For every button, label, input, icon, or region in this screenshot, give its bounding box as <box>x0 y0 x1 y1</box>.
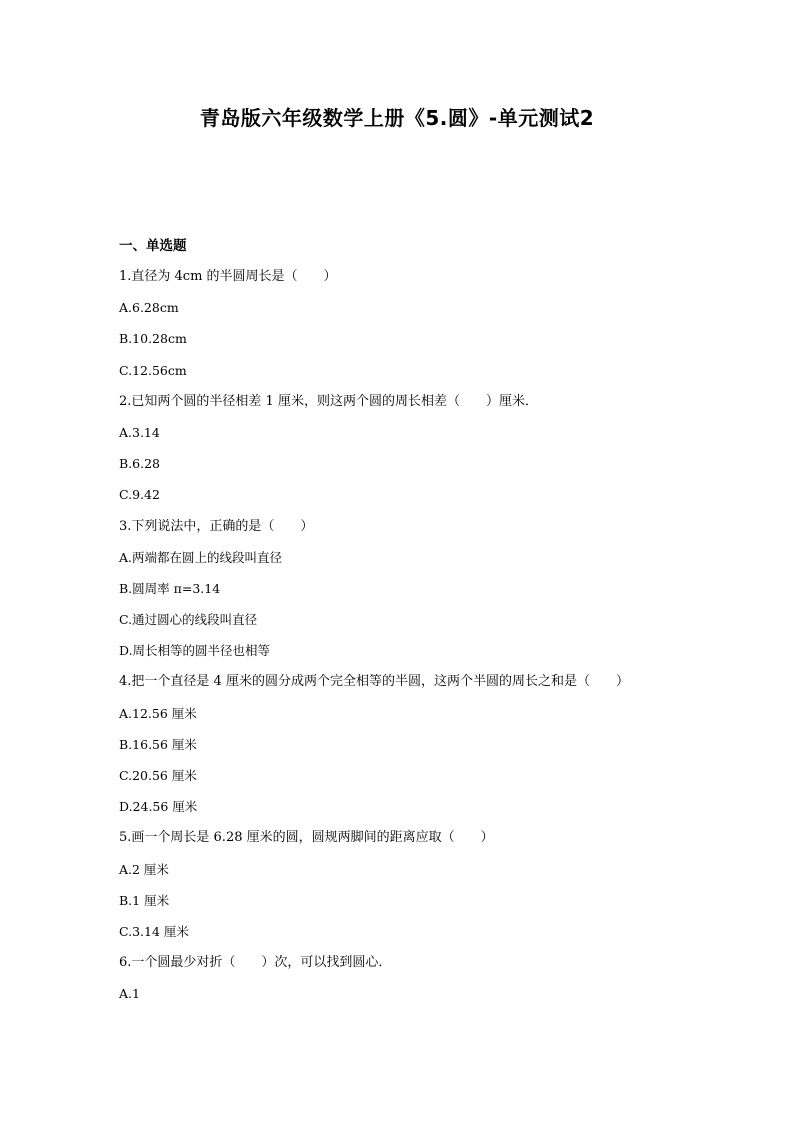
question-stem: 6.一个圆最少对折（ ）次，可以找到圆心． <box>119 955 392 971</box>
option-a: A.两端都在圆上的线段叫直径 <box>119 549 283 565</box>
question-stem: 5.画一个周长是 6.28 厘米的圆，圆规两脚间的距离应取（ ） <box>119 830 494 846</box>
option-b: B.1 厘米 <box>119 892 170 908</box>
option-b: B.16.56 厘米 <box>119 736 197 752</box>
option-d: D.24.56 厘米 <box>119 799 198 815</box>
option-a: A.12.56 厘米 <box>119 705 197 721</box>
question-1 <box>119 265 679 383</box>
option-c: C.通过圆心的线段叫直径 <box>119 612 258 628</box>
option-c: C.9.42 <box>119 487 160 503</box>
option-b: B.圆周率 π=3.14 <box>119 580 221 596</box>
option-c: C.12.56cm <box>119 362 187 378</box>
option-b: B.6.28 <box>119 456 160 472</box>
option-a: A.3.14 <box>119 424 160 440</box>
question-5 <box>119 826 679 944</box>
option-a: A.2 厘米 <box>119 861 169 877</box>
question-stem: 1.直径为 4cm 的半圆周长是（ ） <box>119 269 337 284</box>
document-title: 青岛版六年级数学上册《5.圆》-单元测试2 <box>199 106 595 130</box>
option-b: B.10.28cm <box>119 331 187 347</box>
question-4 <box>119 670 679 819</box>
option-c: C.20.56 厘米 <box>119 768 197 783</box>
question-6 <box>119 951 679 1006</box>
option-c: C.3.14 厘米 <box>119 923 189 939</box>
option-d: D.周长相等的圆半径也相等 <box>119 643 271 659</box>
document-body <box>119 234 679 1014</box>
question-3 <box>119 515 679 664</box>
question-stem: 4.把一个直径是 4 厘米的圆分成两个完全相等的半圆，这两个半圆的周长之和是（ ） <box>119 674 629 690</box>
option-a: A.6.28cm <box>119 300 179 316</box>
question-stem: 2.已知两个圆的半径相差 1 厘米，则这两个圆的周长相差（ ）厘米． <box>119 393 538 409</box>
question-2 <box>119 390 679 508</box>
option-a: A.1 <box>119 986 140 1002</box>
question-stem: 3.下列说法中，正确的是（ ） <box>119 518 314 534</box>
section-heading: 一、单选题 <box>119 238 187 254</box>
